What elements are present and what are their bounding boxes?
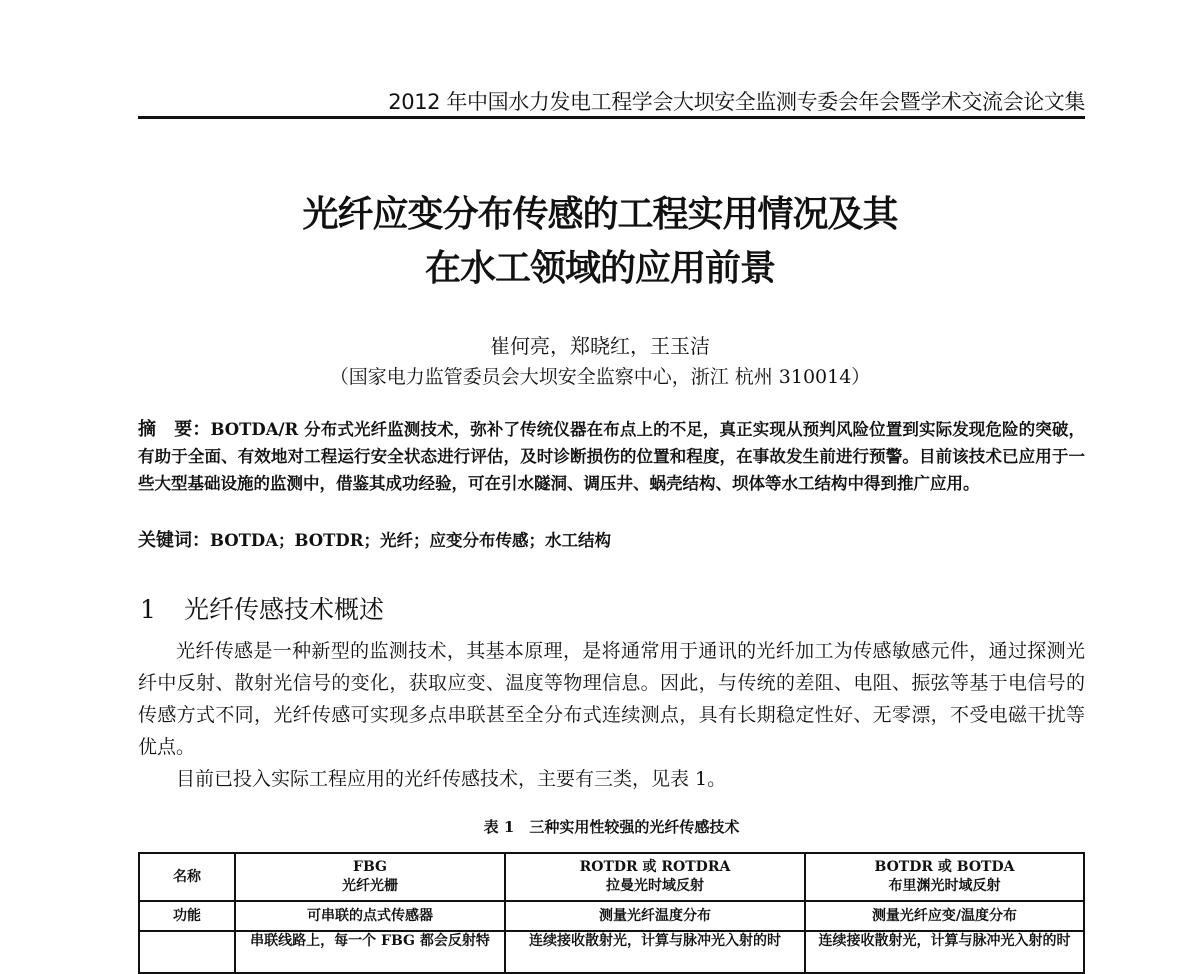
paper-title-line2: 在水工领域的应用前景 bbox=[424, 247, 775, 289]
table-cell: 可串联的点式传感器 bbox=[235, 901, 505, 931]
table-header-row bbox=[139, 853, 1084, 901]
table-caption: 表 1 三种实用性较强的光纤传感技术 bbox=[483, 818, 740, 836]
affiliation: （国家电力监管委员会大坝安全监察中心，浙江 杭州 310014） bbox=[329, 366, 871, 388]
table-cell: 串联线路上，每一个 FBG 都会反射特 bbox=[235, 931, 505, 973]
keywords bbox=[138, 526, 1085, 552]
abstract-label: 摘 要： bbox=[138, 419, 211, 440]
cell-line: 拉曼光时域反射 bbox=[606, 878, 704, 894]
table-cell bbox=[139, 931, 235, 973]
abstract bbox=[138, 416, 1085, 497]
keywords-label: 关键词： bbox=[138, 530, 210, 551]
comparison-table bbox=[138, 852, 1085, 974]
abstract-text: BOTDA/R 分布式光纤监测技术，弥补了传统仪器在布点上的不足，真正实现从预判风险位置到实际发现危险的突破，有助于全面、有效地对工程运行安全状态进行评估，及时诊断损伤的位置和程度，在事故发生前进行预警。目前该技术已应用于一些大型基础设施的监测中，借鉴其成功经验，可在引水隧洞、调压井、蜗壳结构、坝体等水工结构中得到推广应用。 bbox=[138, 420, 1086, 493]
table-cell bbox=[805, 853, 1084, 901]
table-cell: 测量光纤应变/温度分布 bbox=[805, 901, 1084, 931]
cell-line: 布里渊光时域反射 bbox=[888, 878, 1001, 894]
table-cell: 测量光纤温度分布 bbox=[505, 901, 805, 931]
paper-title-line1: 光纤应变分布传感的工程实用情况及其 bbox=[302, 193, 898, 235]
table-cell: 功能 bbox=[139, 901, 235, 931]
cell-line: FBG bbox=[353, 859, 387, 875]
table-cell: 名称 bbox=[139, 853, 235, 901]
section-title: 光纤传感技术概述 bbox=[184, 595, 385, 624]
running-head: 2012 年中国水力发电工程学会大坝安全监测专委会年会暨学术交流会论文集 bbox=[388, 90, 1085, 114]
table-cell bbox=[505, 853, 805, 901]
keywords-text: BOTDA；BOTDR；光纤；应变分布传感；水工结构 bbox=[210, 531, 611, 550]
body-text bbox=[138, 635, 1085, 795]
paragraph: 光纤传感是一种新型的监测技术，其基本原理，是将通常用于通讯的光纤加工为传感敏感元件，通过探测光纤中反射、散射光信号的变化，获取应变、温度等物理信息。因此，与传统的差阻、电阻、振弦等基于电信号的传感方式不同，光纤传感可实现多点串联甚至全分布式连续测点，具有长期稳定性好、无零漂，不受电磁干扰等优点。 bbox=[138, 640, 1085, 758]
paragraph: 目前已投入实际工程应用的光纤传感技术，主要有三类，见表 1。 bbox=[176, 768, 727, 790]
cell-line: BOTDR 或 BOTDA bbox=[874, 859, 1015, 875]
header-rule bbox=[138, 116, 1085, 119]
table-cell: 连续接收散射光，计算与脉冲光入射的时 bbox=[505, 931, 805, 973]
authors: 崔何亮，郑晓红，王玉洁 bbox=[490, 334, 710, 358]
table-row bbox=[139, 901, 1084, 931]
table-cell bbox=[235, 853, 505, 901]
cell-line: 光纤光栅 bbox=[342, 878, 398, 894]
cell-line: ROTDR 或 ROTDRA bbox=[579, 859, 731, 875]
table-row bbox=[139, 931, 1084, 973]
table-cell: 连续接收散射光，计算与脉冲光入射的时 bbox=[805, 931, 1084, 973]
section-number: 1 bbox=[140, 595, 156, 624]
section-heading bbox=[140, 590, 384, 626]
